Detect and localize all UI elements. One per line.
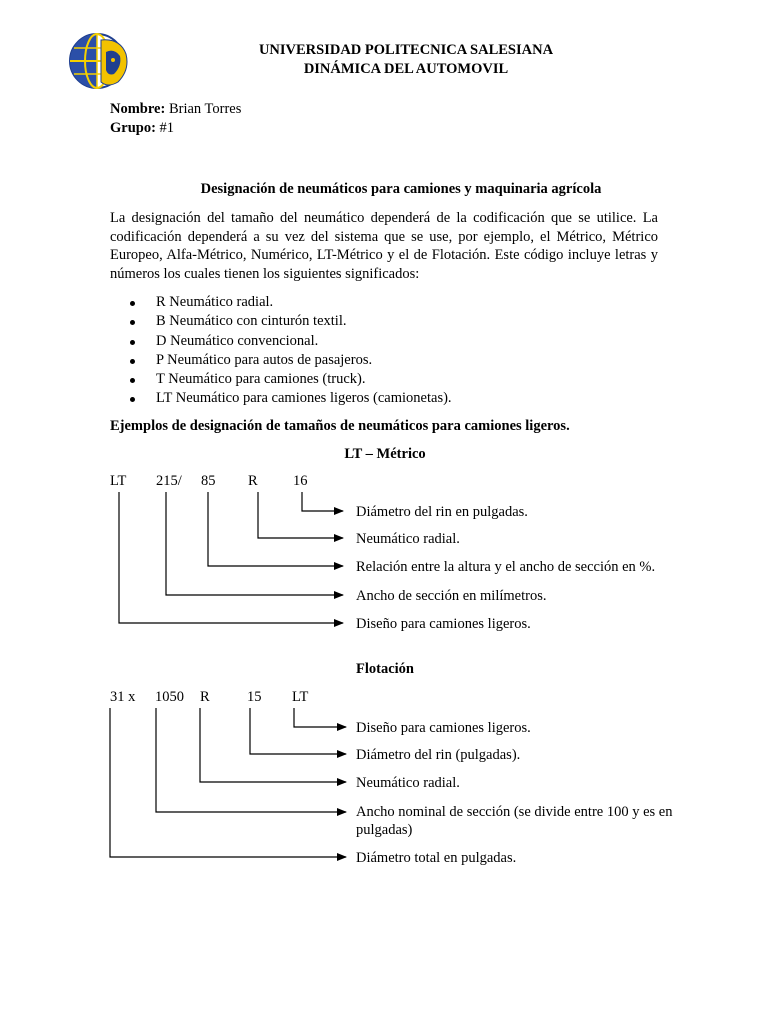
- lt-arrow-width: [166, 492, 343, 595]
- lt-arrow-design: [119, 492, 343, 623]
- lt-code-rim: 16: [293, 473, 308, 489]
- flot-desc-radial: Neumático radial.: [356, 775, 460, 791]
- lt-desc-design: Diseño para camiones ligeros.: [356, 616, 531, 632]
- intro-paragraph: La designación del tamaño del neumático dependerá de la codificación que se utilice. La codificación dependerá a su vez del sistema que se use, por ejemplo, el Métrico, Métrico Europeo, Alfa-Métrico, Numérico, LT-Métrico y el de Flotación. Este código incluye letras y números los cuales tienen los siguientes significados:: [110, 210, 658, 282]
- list-item: D Neumático convencional.: [110, 332, 452, 351]
- lt-metric-heading: LT – Métrico: [344, 446, 426, 462]
- lt-desc-width: Ancho de sección en milímetros.: [356, 588, 547, 604]
- lt-code-ratio: 85: [201, 473, 216, 489]
- course-name: DINÁMICA DEL AUTOMOVIL: [303, 61, 509, 77]
- lt-code-width: 215/: [156, 473, 182, 489]
- name-label: Nombre:: [110, 101, 166, 117]
- flot-arrow-width: [156, 708, 346, 812]
- lt-arrow-ratio: [208, 492, 343, 566]
- flot-code-rim: 15: [247, 689, 262, 705]
- list-item: T Neumático para camiones (truck).: [110, 370, 452, 389]
- flotation-heading: Flotación: [356, 661, 414, 677]
- flot-desc-diameter: Diámetro total en pulgadas.: [356, 850, 517, 866]
- list-item: B Neumático con cinturón textil.: [110, 312, 452, 331]
- flot-code-lt: LT: [292, 689, 309, 705]
- lt-desc-ratio: Relación entre la altura y el ancho de sección en %.: [356, 559, 656, 575]
- group-value: #1: [155, 120, 175, 136]
- flot-code-radial: R: [200, 689, 210, 705]
- list-item: R Neumático radial.: [110, 293, 452, 312]
- flot-arrow-rim: [250, 708, 346, 754]
- flot-code-width: 1050: [155, 689, 184, 705]
- list-item: LT Neumático para camiones ligeros (camionetas).: [110, 389, 452, 408]
- lt-desc-radial: Neumático radial.: [356, 531, 460, 547]
- document-title: Designación de neumáticos para camiones y maquinaria agrícola: [200, 181, 602, 197]
- flot-arrow-radial: [200, 708, 346, 782]
- lt-arrow-radial: [258, 492, 343, 538]
- flot-code-diameter: 31 x: [110, 689, 136, 705]
- lt-code-lt: LT: [110, 473, 127, 489]
- flot-desc-design: Diseño para camiones ligeros.: [356, 720, 531, 736]
- flot-desc-width: Ancho nominal de sección (se divide entre 100 y es en pulgadas): [356, 804, 673, 838]
- lt-arrow-rim: [302, 492, 343, 511]
- examples-heading: Ejemplos de designación de tamaños de neumáticos para camiones ligeros.: [110, 418, 570, 434]
- university-name: UNIVERSIDAD POLITECNICA SALESIANA: [258, 42, 554, 58]
- lt-code-radial: R: [248, 473, 258, 489]
- flot-desc-rim: Diámetro del rin (pulgadas).: [356, 747, 521, 763]
- group-label: Grupo:: [110, 120, 156, 136]
- list-item: P Neumático para autos de pasajeros.: [110, 351, 452, 370]
- name-value: Brian Torres: [165, 101, 242, 117]
- lt-desc-rim: Diámetro del rin en pulgadas.: [356, 504, 528, 520]
- flot-arrow-design: [294, 708, 346, 727]
